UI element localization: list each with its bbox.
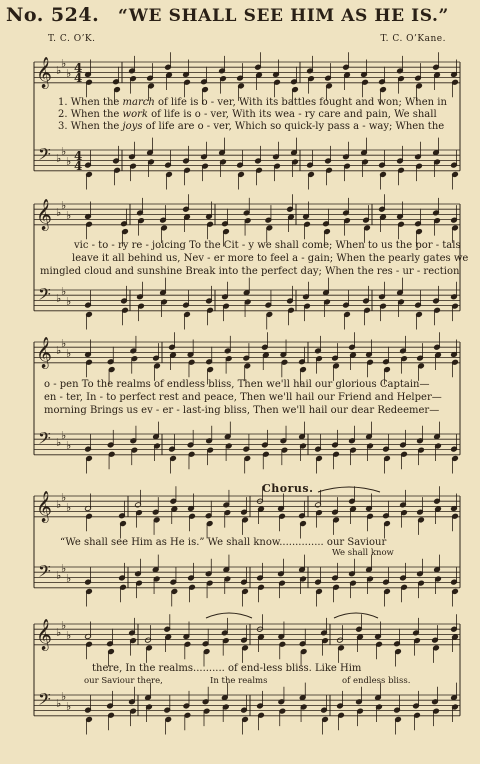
flat-icon: ♭	[66, 572, 72, 585]
time-signature: 4	[74, 61, 83, 75]
flat-icon: ♭	[56, 436, 62, 449]
lyric-s3-verse2: en - ter, In - to perfect rest and peace, Then we'll hail our Friend and Helper—	[44, 392, 442, 403]
lyric-s5-bass-b: In the realms	[210, 676, 268, 686]
time-signature: 4	[74, 149, 83, 163]
flat-icon: ♭	[56, 206, 62, 219]
flat-icon: ♭	[66, 209, 72, 222]
flat-icon: ♭	[66, 700, 72, 713]
flat-icon: ♭	[56, 697, 62, 710]
lyric-s4-bass: We shall know	[332, 548, 394, 558]
flat-icon: ♭	[61, 429, 67, 442]
time-signature: 4	[74, 159, 83, 173]
flat-icon: ♭	[61, 57, 67, 70]
lyric-s4-chorus: “We shall see Him as He is.” We shall know.............. our Saviour	[60, 537, 387, 548]
bass-clef-icon: 𝄢	[38, 561, 51, 585]
lyric-s1-verse2: 2. When the work of life is o - ver, With its wea - ry care and pain, We shall	[58, 109, 437, 120]
chorus-label: Chorus.	[262, 482, 314, 495]
bass-clef-icon: 𝄢	[38, 144, 51, 168]
treble-clef-icon: 𝄞	[36, 57, 52, 88]
lyric-s2-verse1: vic - to - ry re - joicing To the Cit - y we shall come; When to us the por - tals	[74, 240, 461, 251]
lyric-s3-verse3: morning Brings us ev - er - last-ing bliss, Then we'll hail our dear Redeemer—	[44, 405, 440, 416]
treble-clef-icon: 𝄞	[36, 619, 52, 650]
treble-clef-icon: 𝄞	[36, 491, 52, 522]
flat-icon: ♭	[61, 619, 67, 632]
flat-icon: ♭	[61, 491, 67, 504]
time-signature: 4	[74, 71, 83, 85]
flat-icon: ♭	[61, 199, 67, 212]
lyric-s5-treble: there, In the realms.......... of end-less bliss. Like Him	[92, 663, 362, 674]
flat-icon: ♭	[56, 292, 62, 305]
treble-clef-icon: 𝄞	[36, 337, 52, 368]
flat-icon: ♭	[56, 498, 62, 511]
lyric-s2-verse2: leave it all behind us, Nev - er more to feel a - gain; When the pearly gates we	[72, 253, 469, 264]
flat-icon: ♭	[61, 337, 67, 350]
flat-icon: ♭	[66, 295, 72, 308]
composer-credit: T. C. O’Kane.	[380, 34, 446, 44]
flat-icon: ♭	[66, 439, 72, 452]
lyric-s5-bass-c: of endless bliss.	[342, 676, 411, 686]
flat-icon: ♭	[56, 64, 62, 77]
bass-clef-icon: 𝄢	[38, 428, 51, 452]
flat-icon: ♭	[61, 690, 67, 703]
lyric-s1-verse1: 1. When the march of life is o - ver, With its battles fought and won; When in	[58, 97, 447, 108]
flat-icon: ♭	[66, 67, 72, 80]
bass-clef-icon: 𝄢	[38, 689, 51, 713]
flat-icon: ♭	[66, 629, 72, 642]
bass-clef-icon: 𝄢	[38, 284, 51, 308]
slur-arc	[318, 487, 380, 492]
lyricist-credit: T. C. O’K.	[48, 34, 96, 44]
flat-icon: ♭	[66, 347, 72, 360]
flat-icon: ♭	[56, 152, 62, 165]
slur-arc	[206, 613, 252, 618]
lyric-s5-bass-a: our Saviour there,	[84, 676, 163, 686]
flat-icon: ♭	[56, 344, 62, 357]
lyric-s1-verse3: 3. When the joys of life are o - ver, Which so quick-ly pass a - way; When the	[58, 121, 445, 132]
flat-icon: ♭	[56, 626, 62, 639]
hymn-number: No. 524.	[6, 4, 100, 26]
treble-clef-icon: 𝄞	[36, 199, 52, 230]
flat-icon: ♭	[61, 145, 67, 158]
flat-icon: ♭	[61, 562, 67, 575]
flat-icon: ♭	[56, 569, 62, 582]
slur-arc	[334, 613, 378, 618]
lyric-s3-verse1: o - pen To the realms of endless bliss, Then we'll hail our glorious Captain—	[44, 379, 430, 390]
flat-icon: ♭	[66, 155, 72, 168]
flat-icon: ♭	[66, 501, 72, 514]
flat-icon: ♭	[61, 285, 67, 298]
lyric-s2-verse3: mingled cloud and sunshine Break into the perfect day; When the res - ur - rection	[40, 266, 460, 277]
hymn-title: “WE SHALL SEE HIM AS HE IS.”	[118, 6, 449, 26]
